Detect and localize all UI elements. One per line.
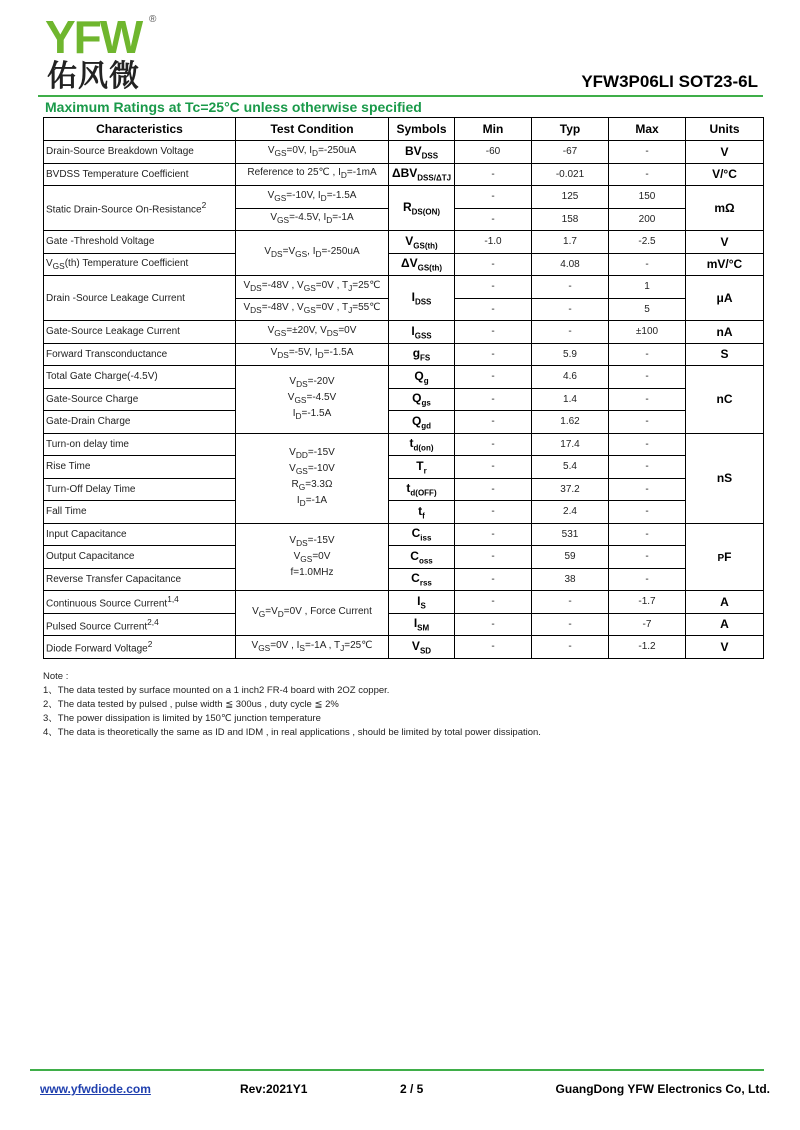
typ-cell: 2.4 (532, 501, 609, 524)
symbol-cell: $V_{GS(th)}$ (389, 231, 455, 254)
typ-cell: -67 (532, 141, 609, 164)
unit-cell: nA (686, 321, 764, 344)
table-row (44, 231, 764, 254)
min-cell: - (455, 208, 532, 231)
max-cell: - (609, 523, 686, 546)
unit-cell: nS (686, 433, 764, 523)
symbol-cell: $BV_{DSS}$ (389, 141, 455, 164)
max-cell: - (609, 501, 686, 524)
logo-chinese-name: 佑风微 (47, 59, 140, 94)
header-max: Max (609, 118, 686, 141)
footer-divider (30, 1069, 764, 1071)
test-condition-cell: Reference to 25℃ , $I_D=-1mA$ (236, 163, 389, 186)
typ-cell: 1.7 (532, 231, 609, 254)
table-row (44, 433, 764, 456)
test-condition-cell: $V_{DS}=-15V$ $V_{GS}=0V$ f=1.0MHz (236, 523, 389, 591)
characteristic-cell: Gate-Source Charge (44, 388, 236, 411)
table-row (44, 366, 764, 389)
min-cell: - (455, 433, 532, 456)
header-typ: Typ (532, 118, 609, 141)
unit-cell: μA (686, 276, 764, 321)
symbol-cell: $g_{FS}$ (389, 343, 455, 366)
test-condition-cell: $V_{GS}=-10V$, $I_D=-1.5A$ (236, 186, 389, 209)
characteristic-cell: Output Capacitance (44, 546, 236, 569)
characteristic-cell: Total Gate Charge(-4.5V) (44, 366, 236, 389)
unit-cell: mΩ (686, 186, 764, 231)
typ-cell: 5.4 (532, 456, 609, 479)
note-3: 3、The power dissipation is limited by 150℃ junction temperature (43, 713, 321, 724)
min-cell: - (455, 411, 532, 434)
table-row (44, 523, 764, 546)
table-row (44, 501, 764, 524)
note-2: 2、The data tested by pulsed , pulse width ≦ 300us , duty cycle ≦ 2% (43, 699, 339, 710)
unit-cell: A (686, 591, 764, 614)
symbol-cell: $R_{DS(ON)}$ (389, 186, 455, 231)
unit-cell: V/°C (686, 163, 764, 186)
table-row (44, 276, 764, 299)
test-condition-cell: $V_{DS}=-20V$ $V_{GS}=-4.5V$ $I_D=-1.5A$ (236, 366, 389, 434)
symbol-cell: $C_{iss}$ (389, 523, 455, 546)
symbol-cell: $Q_{gs}$ (389, 388, 455, 411)
table-row (44, 253, 764, 276)
symbol-cell: $\Delta V_{GS(th)}$ (389, 253, 455, 276)
min-cell: - (455, 388, 532, 411)
typ-cell: -0.021 (532, 163, 609, 186)
min-cell: - (455, 501, 532, 524)
max-cell: - (609, 388, 686, 411)
typ-cell: 5.9 (532, 343, 609, 366)
min-cell: - (455, 613, 532, 636)
unit-cell: S (686, 343, 764, 366)
characteristic-cell: Static Drain-Source On-Resistance$^2$ (44, 186, 236, 231)
characteristic-cell: Drain-Source Breakdown Voltage (44, 141, 236, 164)
test-condition-cell: $V_{GS}=0V$, $I_D=-250uA$ (236, 141, 389, 164)
typ-cell: 37.2 (532, 478, 609, 501)
table-row (44, 613, 764, 636)
symbol-cell: $Q_g$ (389, 366, 455, 389)
page-number: 2 / 5 (400, 1082, 424, 1096)
test-condition-cell: $V_{GS}=0V$ , $I_S=-1A$ , $T_J=25℃$ (236, 636, 389, 659)
typ-cell: 1.4 (532, 388, 609, 411)
max-cell: -7 (609, 613, 686, 636)
note-heading: Note : (43, 671, 69, 682)
characteristic-cell: Rise Time (44, 456, 236, 479)
max-cell: -1.2 (609, 636, 686, 659)
typ-cell: 4.08 (532, 253, 609, 276)
max-cell: -2.5 (609, 231, 686, 254)
company-name: GuangDong YFW Electronics Co, Ltd. (555, 1082, 770, 1096)
max-cell: - (609, 163, 686, 186)
typ-cell: - (532, 613, 609, 636)
characteristic-cell: Input Capacitance (44, 523, 236, 546)
table-row (44, 591, 764, 614)
test-condition-cell: $V_{GS}=\pm 20V$, $V_{DS}=0V$ (236, 321, 389, 344)
symbol-cell: $\Delta BV_{DSS/\Delta TJ}$ (389, 163, 455, 186)
min-cell: - (455, 253, 532, 276)
header-divider (38, 95, 763, 97)
min-cell: - (455, 343, 532, 366)
ratings-table (43, 117, 764, 659)
table-row (44, 636, 764, 659)
min-cell: -60 (455, 141, 532, 164)
min-cell: - (455, 636, 532, 659)
typ-cell: - (532, 298, 609, 321)
table-row (44, 163, 764, 186)
min-cell: -1.0 (455, 231, 532, 254)
header-characteristics: Characteristics (44, 118, 236, 141)
unit-cell: PF (686, 523, 764, 591)
max-cell: - (609, 433, 686, 456)
min-cell: - (455, 298, 532, 321)
typ-cell: - (532, 321, 609, 344)
test-condition-cell: $V_{DS}=-48V$ , $V_{GS}=0V$ , $T_J=25℃$ (236, 276, 389, 299)
header-units: Units (686, 118, 764, 141)
symbol-cell: $Q_{gd}$ (389, 411, 455, 434)
max-cell: ±100 (609, 321, 686, 344)
characteristic-cell: Turn-on delay time (44, 433, 236, 456)
max-cell: - (609, 253, 686, 276)
unit-cell: V (686, 636, 764, 659)
max-cell: - (609, 141, 686, 164)
max-cell: - (609, 546, 686, 569)
max-cell: 5 (609, 298, 686, 321)
min-cell: - (455, 186, 532, 209)
table-header-row (44, 118, 764, 141)
min-cell: - (455, 366, 532, 389)
typ-cell: 158 (532, 208, 609, 231)
characteristic-cell: Gate-Drain Charge (44, 411, 236, 434)
test-condition-cell: $V_{DS}=-5V$, $I_D=-1.5A$ (236, 343, 389, 366)
symbol-cell: $V_{SD}$ (389, 636, 455, 659)
characteristic-cell: Continuous Source Current$^{1,4}$ (44, 591, 236, 614)
characteristic-cell: Forward Transconductance (44, 343, 236, 366)
website-link[interactable]: www.yfwdiode.com (40, 1082, 151, 1096)
typ-cell: 125 (532, 186, 609, 209)
table-row (44, 546, 764, 569)
max-cell: -1.7 (609, 591, 686, 614)
characteristic-cell: Diode Forward Voltage$^2$ (44, 636, 236, 659)
unit-cell: V (686, 141, 764, 164)
symbol-cell: $T_r$ (389, 456, 455, 479)
table-row (44, 388, 764, 411)
symbol-cell: $I_{GSS}$ (389, 321, 455, 344)
characteristic-cell: Turn-Off Delay Time (44, 478, 236, 501)
characteristic-cell: $V_{GS}(th)$ Temperature Coefficient (44, 253, 236, 276)
min-cell: - (455, 568, 532, 591)
logo-text: YFW (45, 11, 142, 63)
typ-cell: - (532, 636, 609, 659)
symbol-cell: $I_{SM}$ (389, 613, 455, 636)
test-condition-cell: $V_{DS}=-48V$ , $V_{GS}=0V$ , $T_J=55℃$ (236, 298, 389, 321)
typ-cell: 531 (532, 523, 609, 546)
part-number: YFW3P06LI SOT23-6L (581, 72, 758, 91)
table-row (44, 478, 764, 501)
unit-cell: mV/°C (686, 253, 764, 276)
min-cell: - (455, 163, 532, 186)
company-logo (45, 11, 165, 94)
note-4: 4、The data is theoretically the same as ID and IDM , in real applications , should be limited by total power dissipation. (43, 727, 541, 738)
table-row (44, 141, 764, 164)
test-condition-cell: $V_{GS}=-4.5V$, $I_D=-1A$ (236, 208, 389, 231)
table-row (44, 568, 764, 591)
characteristic-cell: Gate-Source Leakage Current (44, 321, 236, 344)
min-cell: - (455, 456, 532, 479)
max-cell: - (609, 478, 686, 501)
max-cell: 200 (609, 208, 686, 231)
characteristic-cell: BVDSS Temperature Coefficient (44, 163, 236, 186)
characteristic-cell: Reverse Transfer Capacitance (44, 568, 236, 591)
symbol-cell: $C_{oss}$ (389, 546, 455, 569)
table-row (44, 343, 764, 366)
min-cell: - (455, 591, 532, 614)
max-cell: - (609, 343, 686, 366)
typ-cell: - (532, 276, 609, 299)
max-cell: - (609, 411, 686, 434)
min-cell: - (455, 478, 532, 501)
table-row (44, 456, 764, 479)
typ-cell: 4.6 (532, 366, 609, 389)
symbol-cell: $I_S$ (389, 591, 455, 614)
typ-cell: 38 (532, 568, 609, 591)
test-condition-cell: $V_{DD}=-15V$ $V_{GS}=-10V$ $R_G=3.3\Omega$ $I_D=-1A$ (236, 433, 389, 523)
unit-cell: A (686, 613, 764, 636)
max-cell: - (609, 456, 686, 479)
typ-cell: 1.62 (532, 411, 609, 434)
unit-cell: nC (686, 366, 764, 434)
characteristic-cell: Fall Time (44, 501, 236, 524)
test-condition-cell: $V_G=V_D=0V$ , Force Current (236, 591, 389, 636)
header-symbols: Symbols (389, 118, 455, 141)
symbol-cell: $t_{d(OFF)}$ (389, 478, 455, 501)
min-cell: - (455, 276, 532, 299)
note-1: 1、The data tested by surface mounted on a 1 inch2 FR-4 board with 2OZ copper. (43, 685, 390, 696)
table-row (44, 321, 764, 344)
notes (43, 670, 541, 740)
revision: Rev:2021Y1 (240, 1082, 308, 1096)
symbol-cell: $I_{DSS}$ (389, 276, 455, 321)
characteristic-cell: Pulsed Source Current$^{2,4}$ (44, 613, 236, 636)
typ-cell: - (532, 591, 609, 614)
table-row (44, 411, 764, 434)
header-test-condition: Test Condition (236, 118, 389, 141)
header-min: Min (455, 118, 532, 141)
section-title: Maximum Ratings at Tc=25°C unless otherwise specified (45, 99, 422, 115)
typ-cell: 17.4 (532, 433, 609, 456)
min-cell: - (455, 321, 532, 344)
symbol-cell: $t_f$ (389, 501, 455, 524)
max-cell: - (609, 568, 686, 591)
typ-cell: 59 (532, 546, 609, 569)
unit-cell: V (686, 231, 764, 254)
max-cell: 1 (609, 276, 686, 299)
characteristic-cell: Drain -Source Leakage Current (44, 276, 236, 321)
table-row (44, 186, 764, 209)
characteristic-cell: Gate -Threshold Voltage (44, 231, 236, 254)
test-condition-cell: $V_{DS}=V_{GS}$, $I_D=-250uA$ (236, 231, 389, 276)
registered-mark: ® (149, 14, 157, 25)
min-cell: - (455, 523, 532, 546)
symbol-cell: $C_{rss}$ (389, 568, 455, 591)
symbol-cell: $t_{d(on)}$ (389, 433, 455, 456)
max-cell: 150 (609, 186, 686, 209)
max-cell: - (609, 366, 686, 389)
min-cell: - (455, 546, 532, 569)
